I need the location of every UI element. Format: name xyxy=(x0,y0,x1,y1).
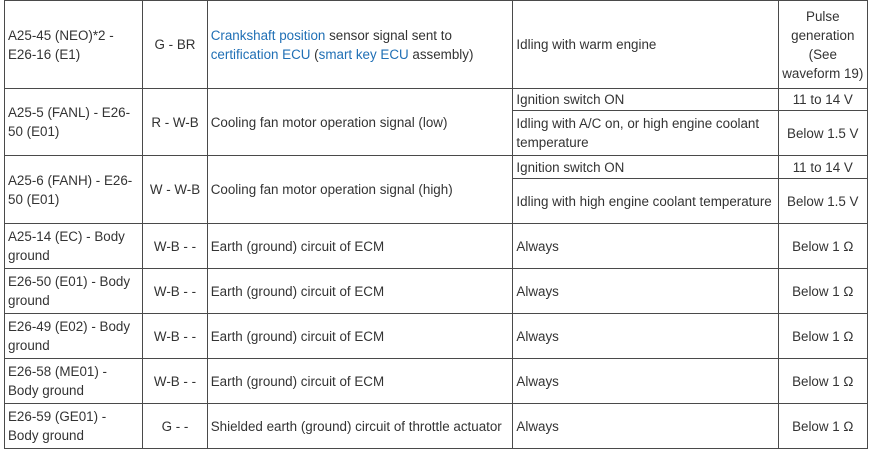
table-row xyxy=(5,224,868,269)
terminal-cell: A25-45 (NEO)*2 - E26-16 (E1) xyxy=(5,1,143,89)
specification-cell: Below 1 Ω xyxy=(778,224,867,269)
terminal-specification-table xyxy=(4,0,868,449)
wiring-color-cell: W-B - - xyxy=(143,314,207,359)
specification-cell: Below 1.5 V xyxy=(778,179,867,224)
table-row xyxy=(5,359,868,404)
description-text: ( xyxy=(310,46,319,62)
crankshaft-position-link[interactable]: Crankshaft position xyxy=(210,27,326,43)
specification-cell: Below 1 Ω xyxy=(778,314,867,359)
condition-cell: Always xyxy=(513,404,778,449)
condition-cell: Idling with high engine coolant temperature xyxy=(513,179,778,224)
table-row xyxy=(5,156,868,179)
specification-cell: Pulse generation (See waveform 19) xyxy=(778,1,867,89)
condition-cell: Idling with warm engine xyxy=(513,1,778,89)
condition-cell: Ignition switch ON xyxy=(513,89,778,111)
condition-cell: Always xyxy=(513,224,778,269)
wiring-color-cell: R - W-B xyxy=(143,89,207,156)
specification-cell: 11 to 14 V xyxy=(778,156,867,179)
description-cell: Earth (ground) circuit of ECM xyxy=(207,224,513,269)
wiring-color-cell: W-B - - xyxy=(143,224,207,269)
table-row xyxy=(5,314,868,359)
table-row xyxy=(5,89,868,111)
wiring-color-cell: W - W-B xyxy=(143,156,207,224)
description-cell: Shielded earth (ground) circuit of throttle actuator xyxy=(207,404,513,449)
wiring-color-cell: G - BR xyxy=(143,1,207,89)
table-row xyxy=(5,269,868,314)
terminal-cell: A25-14 (EC) - Body ground xyxy=(5,224,143,269)
description-cell: Earth (ground) circuit of ECM xyxy=(207,269,513,314)
terminal-cell: A25-5 (FANL) - E26-50 (E01) xyxy=(5,89,143,156)
specification-cell: Below 1.5 V xyxy=(778,111,867,156)
description-cell xyxy=(207,1,513,89)
condition-cell: Idling with A/C on, or high engine coolant temperature xyxy=(513,111,778,156)
description-cell: Cooling fan motor operation signal (high) xyxy=(207,156,513,224)
condition-cell: Ignition switch ON xyxy=(513,156,778,179)
specification-cell: Below 1 Ω xyxy=(778,359,867,404)
smart-key-ecu-link[interactable]: smart key ECU xyxy=(318,46,409,62)
specification-cell: 11 to 14 V xyxy=(778,89,867,111)
terminal-cell: E26-49 (E02) - Body ground xyxy=(5,314,143,359)
specification-cell: Below 1 Ω xyxy=(778,404,867,449)
condition-cell: Always xyxy=(513,269,778,314)
condition-cell: Always xyxy=(513,314,778,359)
wiring-color-cell: W-B - - xyxy=(143,359,207,404)
wiring-color-cell: G - - xyxy=(143,404,207,449)
wiring-color-cell: W-B - - xyxy=(143,269,207,314)
terminal-cell: E26-59 (GE01) - Body ground xyxy=(5,404,143,449)
description-cell: Earth (ground) circuit of ECM xyxy=(207,314,513,359)
description-cell: Earth (ground) circuit of ECM xyxy=(207,359,513,404)
specification-cell: Below 1 Ω xyxy=(778,269,867,314)
description-text: assembly) xyxy=(408,46,474,62)
condition-cell: Always xyxy=(513,359,778,404)
table-row xyxy=(5,1,868,89)
terminal-cell: E26-58 (ME01) - Body ground xyxy=(5,359,143,404)
description-cell: Cooling fan motor operation signal (low) xyxy=(207,89,513,156)
description-text: sensor signal sent to xyxy=(325,27,452,43)
table-row xyxy=(5,404,868,449)
certification-ecu-link[interactable]: certification ECU xyxy=(210,46,311,62)
terminal-cell: A25-6 (FANH) - E26-50 (E01) xyxy=(5,156,143,224)
terminal-cell: E26-50 (E01) - Body ground xyxy=(5,269,143,314)
